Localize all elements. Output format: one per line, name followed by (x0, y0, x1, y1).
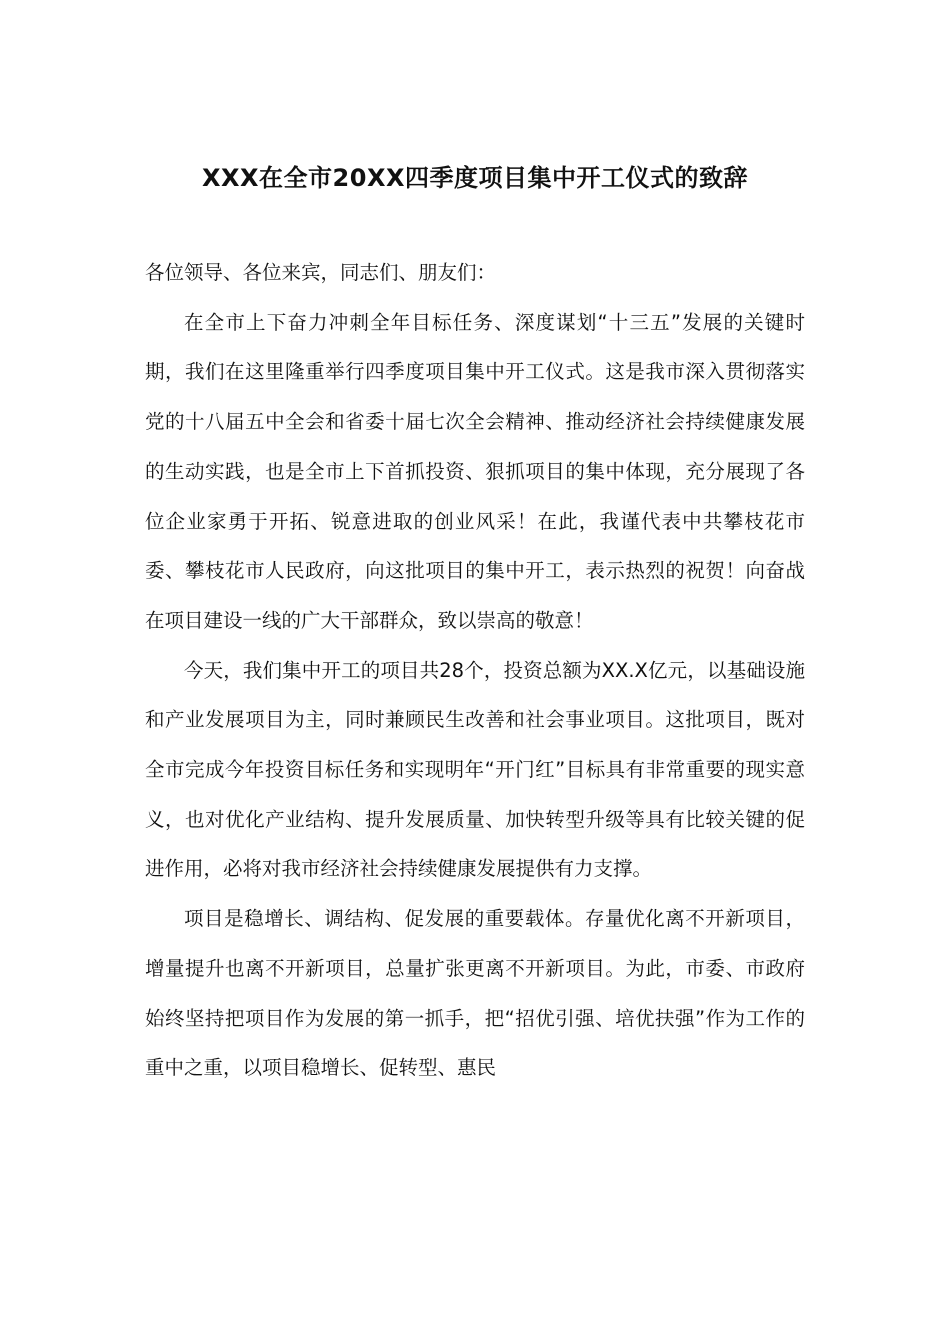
salutation: 各位领导、各位来宾，同志们、朋友们： (145, 261, 497, 284)
paragraph-2: 今天，我们集中开工的项目共28个，投资总额为XX.X亿元，以基础设施和产业发展项目为主，同时兼顾民生改善和社会事业项目。这批项目，既对全市完成今年投资目标任务和实现明年“开门红”目标具有非常重要的现实意义，也对优化产业结构、提升发展质量、加快转型升级等具有比较关键的促进作用，必将对我市经济社会持续健康发展提供有力支撑。 (145, 658, 805, 881)
paragraph-1: 在全市上下奋力冲刺全年目标任务、深度谋划“十三五”发展的关键时期，我们在这里隆重举行四季度项目集中开工仪式。这是我市深入贯彻落实党的十八届五中全会和省委十届七次全会精神、推动经济社会持续健康发展的生动实践，也是全市上下首抓投资、狠抓项目的集中体现，充分展现了各位企业家勇于开拓、锐意进取的创业风采！在此，我谨代表中共攀枝花市委、攀枝花市人民政府，向这批项目的集中开工，表示热烈的祝贺！向奋战在项目建设一线的广大干部群众，致以崇高的敬意！ (145, 310, 805, 632)
document-body (145, 248, 805, 1093)
document-title: XXX在全市20XX四季度项目集中开工仪式的致辞 (202, 164, 748, 192)
paragraph-3: 项目是稳增长、调结构、促发展的重要载体。存量优化离不开新项目，增量提升也离不开新项目，总量扩张更离不开新项目。为此，市委、市政府始终坚持把项目作为发展的第一抓手，把“招优引强、培优扶强”作为工作的重中之重，以项目稳增长、促转型、惠民 (145, 907, 805, 1080)
